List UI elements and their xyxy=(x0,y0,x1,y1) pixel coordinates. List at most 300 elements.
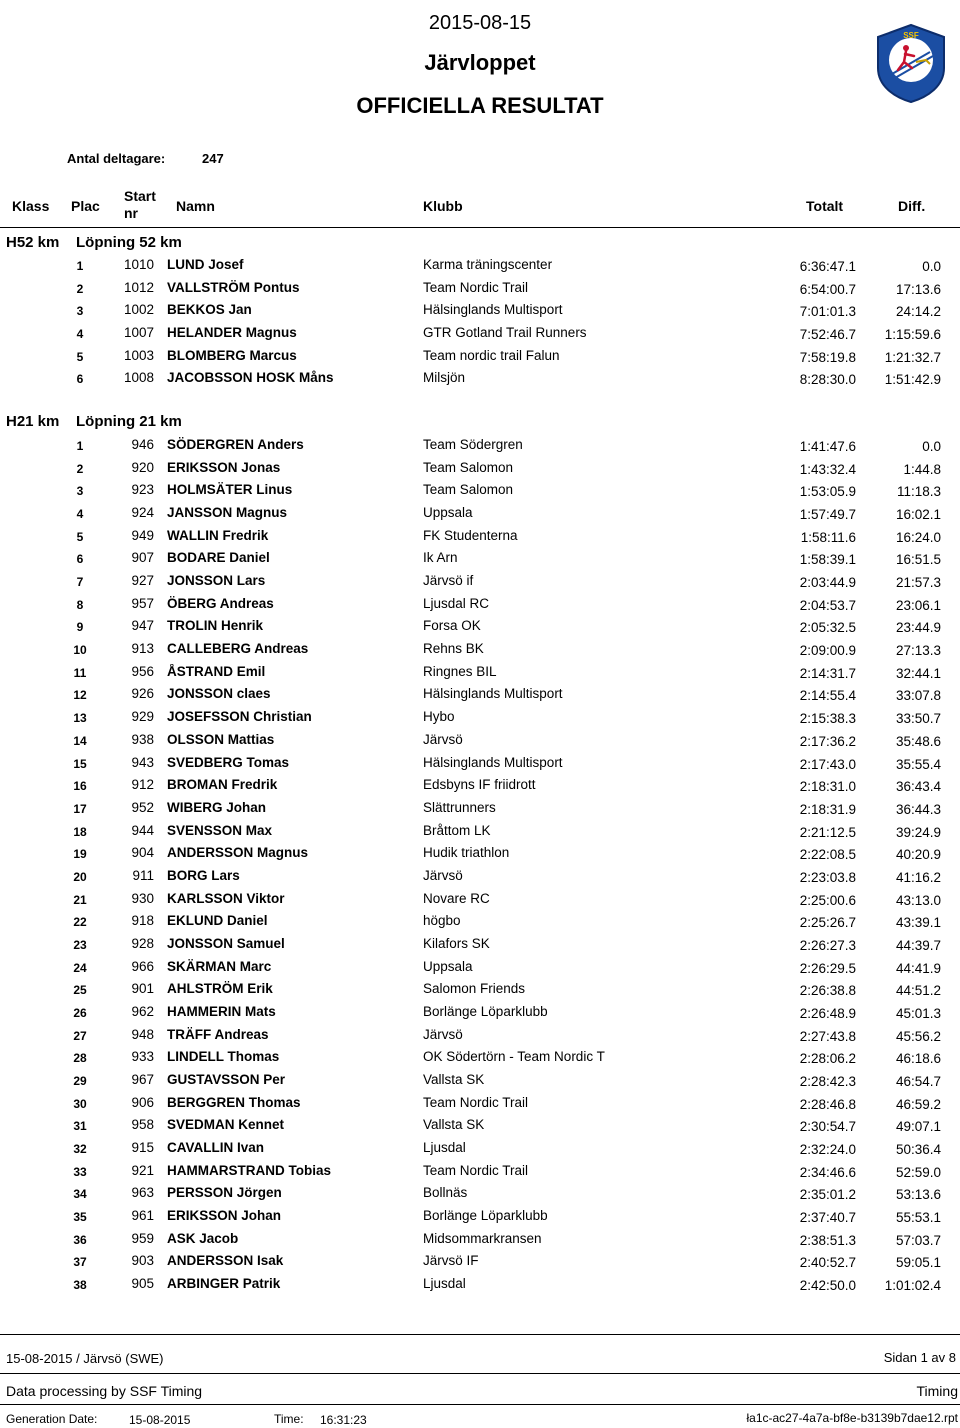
result-row xyxy=(0,280,960,302)
total-time-cell: 2:04:53.7 xyxy=(799,597,856,613)
club-cell: Team Södergren xyxy=(423,437,523,452)
participant-count-value: 247 xyxy=(202,151,224,166)
place-cell: 33 xyxy=(73,1164,87,1179)
generation-date-value: 15-08-2015 xyxy=(129,1413,191,1427)
place-cell: 26 xyxy=(73,1006,87,1020)
result-row xyxy=(0,505,960,527)
place-cell: 23 xyxy=(73,937,87,952)
athlete-name-cell: ERIKSSON Jonas xyxy=(167,459,281,475)
place-cell: 8 xyxy=(76,597,84,612)
athlete-name-cell: LUND Josef xyxy=(167,257,244,272)
place-cell: 20 xyxy=(73,869,87,884)
club-cell: Hälsinglands Multisport xyxy=(423,302,563,318)
club-cell: Järvsö xyxy=(423,867,463,883)
club-cell: Hybo xyxy=(423,709,455,725)
place-cell: 30 xyxy=(73,1096,87,1111)
result-row xyxy=(0,1208,960,1230)
time-label: Time: xyxy=(274,1412,304,1426)
time-diff-cell: 35:55.4 xyxy=(895,756,941,772)
place-cell: 19 xyxy=(73,847,87,862)
time-diff-cell: 57:03.7 xyxy=(895,1232,941,1248)
athlete-name-cell: AHLSTRÖM Erik xyxy=(167,981,273,997)
club-cell: Järvsö if xyxy=(423,573,474,589)
total-time-cell: 2:14:55.4 xyxy=(799,688,856,704)
time-diff-cell: 40:20.9 xyxy=(895,847,941,863)
athlete-name-cell: BODARE Daniel xyxy=(167,550,270,566)
time-diff-cell: 45:56.2 xyxy=(895,1028,941,1044)
total-time-cell: 2:35:01.2 xyxy=(799,1187,856,1203)
start-number-cell: 963 xyxy=(131,1185,154,1201)
total-time-cell: 2:30:54.7 xyxy=(799,1119,856,1135)
athlete-name-cell: SVEDMAN Kennet xyxy=(167,1117,285,1133)
total-time-cell: 2:22:08.5 xyxy=(799,847,856,863)
total-time-cell: 1:53:05.9 xyxy=(799,484,856,500)
time-diff-cell: 27:13.3 xyxy=(895,643,941,659)
athlete-name-cell: JONSSON Samuel xyxy=(167,935,285,951)
time-diff-cell: 16:24.0 xyxy=(895,529,941,545)
result-row xyxy=(0,641,960,663)
place-cell: 5 xyxy=(76,529,84,544)
total-time-cell: 2:17:36.2 xyxy=(799,733,856,749)
total-time-cell: 1:58:11.6 xyxy=(800,529,856,545)
athlete-name-cell: SÖDERGREN Anders xyxy=(167,437,304,452)
col-klass: Klass xyxy=(12,198,50,214)
club-cell: Karma träningscenter xyxy=(423,257,553,272)
club-cell: Ljusdal RC xyxy=(423,595,490,611)
participant-count xyxy=(67,151,224,166)
result-row xyxy=(0,325,960,347)
total-time-cell: 2:37:40.7 xyxy=(799,1210,856,1226)
result-row xyxy=(0,528,960,550)
footer-divider-mid xyxy=(0,1373,960,1374)
place-cell: 11 xyxy=(73,665,87,680)
start-number-cell: 913 xyxy=(131,641,154,657)
start-number-cell: 901 xyxy=(131,981,154,997)
result-row xyxy=(0,482,960,504)
place-cell: 4 xyxy=(76,507,84,522)
club-cell: Järvsö xyxy=(423,731,463,747)
total-time-cell: 1:41:47.6 xyxy=(799,439,856,454)
col-diff: Diff. xyxy=(898,198,926,214)
total-time-cell: 2:26:38.8 xyxy=(799,983,856,999)
participant-count-label: Antal deltagare: xyxy=(67,151,166,166)
time-diff-cell: 33:07.8 xyxy=(895,688,941,704)
athlete-name-cell: BROMAN Fredrik xyxy=(167,777,278,793)
report-subtitle: OFFICIELLA RESULTAT xyxy=(356,93,604,118)
club-cell: Vallsta SK xyxy=(423,1117,485,1133)
page-number: Sidan 1 av 8 xyxy=(883,1350,956,1365)
start-number-cell: 1007 xyxy=(123,325,154,341)
start-number-cell: 918 xyxy=(131,913,154,929)
club-cell: GTR Gotland Trail Runners xyxy=(423,325,587,341)
place-cell: 14 xyxy=(73,733,87,748)
place-cell: 24 xyxy=(73,960,87,975)
start-number-cell: 957 xyxy=(131,595,154,611)
total-time-cell: 2:40:52.7 xyxy=(799,1255,856,1271)
start-number-cell: 967 xyxy=(131,1072,154,1088)
club-cell: Team Nordic Trail xyxy=(423,1162,529,1178)
place-cell: 10 xyxy=(73,643,87,658)
total-time-cell: 6:54:00.7 xyxy=(799,281,856,297)
athlete-name-cell: JOSEFSSON Christian xyxy=(167,709,312,725)
time-diff-cell: 23:44.9 xyxy=(895,620,941,636)
club-cell: OK Södertörn - Team Nordic T xyxy=(423,1049,605,1065)
time-diff-cell: 33:50.7 xyxy=(895,711,941,727)
header-divider xyxy=(0,227,960,228)
total-time-cell: 2:26:27.3 xyxy=(799,937,856,953)
club-cell: Hälsinglands Multisport xyxy=(423,754,563,770)
start-number-cell: 907 xyxy=(131,550,154,566)
time-diff-cell: 17:13.6 xyxy=(895,281,941,297)
athlete-name-cell: ANDERSSON Isak xyxy=(167,1253,284,1269)
total-time-cell: 2:26:48.9 xyxy=(799,1006,856,1021)
place-cell: 25 xyxy=(73,983,87,998)
result-row xyxy=(0,1027,960,1049)
athlete-name-cell: ARBINGER Patrik xyxy=(167,1276,281,1292)
section-title: Löpning 21 km xyxy=(76,413,182,430)
place-cell: 3 xyxy=(76,304,84,319)
result-row xyxy=(0,664,960,686)
athlete-name-cell: OLSSON Mattias xyxy=(167,731,275,747)
club-cell: FK Studenterna xyxy=(423,527,518,543)
time-diff-cell: 36:44.3 xyxy=(895,801,941,817)
total-time-cell: 6:36:47.1 xyxy=(799,259,856,274)
athlete-name-cell: TRÄFF Andreas xyxy=(167,1026,269,1042)
start-number-cell: 946 xyxy=(131,437,154,452)
time-diff-cell: 44:41.9 xyxy=(895,960,941,976)
place-cell: 35 xyxy=(73,1210,87,1225)
place-cell: 1 xyxy=(76,439,84,453)
total-time-cell: 2:42:50.0 xyxy=(799,1278,856,1294)
total-time-cell: 2:09:00.9 xyxy=(799,643,856,659)
svg-text:SSF: SSF xyxy=(903,31,919,40)
athlete-name-cell: HAMMARSTRAND Tobias xyxy=(167,1162,331,1178)
place-cell: 22 xyxy=(73,915,87,930)
time-diff-cell: 1:01:02.4 xyxy=(884,1278,941,1294)
time-diff-cell: 45:01.3 xyxy=(895,1006,941,1021)
place-cell: 4 xyxy=(76,327,84,342)
start-number-cell: 903 xyxy=(131,1253,154,1269)
total-time-cell: 2:34:46.6 xyxy=(799,1164,856,1180)
col-klubb: Klubb xyxy=(423,198,463,214)
total-time-cell: 2:05:32.5 xyxy=(799,620,856,636)
start-number-cell: 933 xyxy=(131,1049,154,1065)
athlete-name-cell: ERIKSSON Johan xyxy=(167,1208,282,1224)
place-cell: 13 xyxy=(73,711,87,726)
result-row xyxy=(0,1095,960,1117)
club-cell: Borlänge Löparklubb xyxy=(423,1004,548,1019)
club-cell: Team Salomon xyxy=(423,459,514,475)
time-diff-cell: 44:39.7 xyxy=(895,937,941,953)
time-diff-cell: 46:54.7 xyxy=(895,1074,941,1090)
athlete-name-cell: TROLIN Henrik xyxy=(167,618,264,634)
start-number-cell: 948 xyxy=(131,1026,154,1042)
result-row xyxy=(0,302,960,324)
place-cell: 21 xyxy=(73,892,87,907)
place-cell: 9 xyxy=(76,620,84,635)
club-cell: Salomon Friends xyxy=(423,981,526,997)
time-diff-cell: 23:06.1 xyxy=(895,597,941,613)
total-time-cell: 2:26:29.5 xyxy=(799,960,856,976)
athlete-name-cell: JACOBSSON HOSK Måns xyxy=(167,370,334,386)
result-row xyxy=(0,1185,960,1207)
athlete-name-cell: CALLEBERG Andreas xyxy=(167,641,309,657)
start-number-cell: 927 xyxy=(131,573,154,589)
place-cell: 31 xyxy=(73,1119,87,1134)
result-row xyxy=(0,755,960,777)
total-time-cell: 7:01:01.3 xyxy=(799,304,856,320)
start-number-cell: 952 xyxy=(131,799,154,815)
time-diff-cell: 1:44.8 xyxy=(903,461,941,477)
result-row xyxy=(0,1253,960,1275)
result-row xyxy=(0,777,960,799)
start-number-cell: 943 xyxy=(131,754,154,770)
result-row xyxy=(0,936,960,958)
result-row xyxy=(0,1140,960,1162)
athlete-name-cell: KARLSSON Viktor xyxy=(167,890,285,906)
event-date: 2015-08-15 xyxy=(428,12,532,34)
time-diff-cell: 1:51:42.9 xyxy=(884,372,941,388)
club-cell: Team Salomon xyxy=(423,482,514,498)
athlete-name-cell: PERSSON Jörgen xyxy=(167,1185,282,1201)
total-time-cell: 2:28:42.3 xyxy=(799,1074,856,1090)
place-cell: 1 xyxy=(76,259,84,273)
result-row xyxy=(0,257,960,279)
athlete-name-cell: VALLSTRÖM Pontus xyxy=(167,279,300,295)
time-diff-cell: 16:51.5 xyxy=(895,552,941,568)
start-number-cell: 1008 xyxy=(123,370,154,386)
start-number-cell: 956 xyxy=(131,663,154,679)
total-time-cell: 1:57:49.7 xyxy=(799,507,856,523)
place-cell: 34 xyxy=(73,1187,87,1202)
total-time-cell: 1:58:39.1 xyxy=(799,552,856,568)
place-cell: 2 xyxy=(76,281,84,296)
result-row xyxy=(0,1163,960,1185)
total-time-cell: 7:52:46.7 xyxy=(799,327,856,343)
total-time-cell: 2:15:38.3 xyxy=(799,711,856,727)
club-cell: Ik Arn xyxy=(423,550,458,566)
time-diff-cell: 0.0 xyxy=(922,259,941,274)
total-time-cell: 2:03:44.9 xyxy=(799,575,856,591)
col-totalt: Totalt xyxy=(806,198,844,214)
place-cell: 12 xyxy=(73,688,87,703)
start-number-cell: 928 xyxy=(131,935,154,951)
generation-date-label: Generation Date: xyxy=(6,1412,98,1426)
place-cell: 36 xyxy=(73,1232,87,1247)
result-row xyxy=(0,823,960,845)
place-cell: 38 xyxy=(73,1278,87,1293)
time-value: 16:31:23 xyxy=(320,1413,367,1427)
time-diff-cell: 11:18.3 xyxy=(896,484,941,500)
athlete-name-cell: BLOMBERG Marcus xyxy=(167,347,297,363)
start-number-cell: 958 xyxy=(131,1117,154,1133)
time-diff-cell: 49:07.1 xyxy=(895,1119,941,1135)
result-row xyxy=(0,437,960,459)
club-cell: Ljusdal xyxy=(423,1276,466,1292)
start-number-cell: 920 xyxy=(131,459,154,475)
footer-divider-top xyxy=(0,1334,960,1335)
time-diff-cell: 36:43.4 xyxy=(895,779,941,795)
time-diff-cell: 46:18.6 xyxy=(895,1051,941,1067)
time-diff-cell: 52:59.0 xyxy=(895,1164,941,1180)
ssf-logo-icon xyxy=(870,22,952,104)
result-row xyxy=(0,618,960,640)
athlete-name-cell: GUSTAVSSON Per xyxy=(167,1072,286,1088)
time-diff-cell: 44:51.2 xyxy=(895,983,941,999)
total-time-cell: 2:14:31.7 xyxy=(799,665,856,681)
report-file-name: ła1c-ac27-4a7a-bf8e-b3139b7dae12.rpt xyxy=(746,1411,958,1425)
start-number-cell: 921 xyxy=(131,1162,154,1178)
result-row xyxy=(0,1276,960,1298)
place-cell: 3 xyxy=(76,484,84,499)
athlete-name-cell: WALLIN Fredrik xyxy=(167,527,269,543)
time-diff-cell: 1:21:32.7 xyxy=(884,349,941,365)
athlete-name-cell: ANDERSSON Magnus xyxy=(167,845,309,861)
col-plac: Plac xyxy=(71,198,100,214)
result-row xyxy=(0,596,960,618)
athlete-name-cell: ÅSTRAND Emil xyxy=(167,663,266,679)
start-number-cell: 961 xyxy=(131,1208,154,1224)
athlete-name-cell: JANSSON Magnus xyxy=(167,505,288,521)
athlete-name-cell: JONSSON claes xyxy=(167,686,271,702)
result-row xyxy=(0,1049,960,1071)
time-diff-cell: 32:44.1 xyxy=(895,665,941,681)
athlete-name-cell: HOLMSÄTER Linus xyxy=(167,482,293,498)
athlete-name-cell: BORG Lars xyxy=(167,867,240,883)
total-time-cell: 2:28:06.2 xyxy=(799,1051,856,1067)
place-cell: 28 xyxy=(73,1051,87,1066)
club-cell: Novare RC xyxy=(423,890,490,906)
place-cell: 6 xyxy=(76,552,84,567)
start-number-cell: 915 xyxy=(131,1140,154,1156)
total-time-cell: 2:27:43.8 xyxy=(799,1028,856,1044)
time-diff-cell: 1:15:59.6 xyxy=(884,327,941,343)
footer-event-line: 15-08-2015 / Järvsö (SWE) xyxy=(6,1351,164,1366)
result-row xyxy=(0,1231,960,1253)
col-namn: Namn xyxy=(176,198,215,214)
athlete-name-cell: EKLUND Daniel xyxy=(167,913,268,929)
club-cell: Ljusdal xyxy=(423,1140,466,1156)
athlete-name-cell: SVEDBERG Tomas xyxy=(167,754,290,770)
place-cell: 7 xyxy=(76,575,84,590)
time-diff-cell: 55:53.1 xyxy=(895,1210,941,1226)
time-diff-cell: 53:13.6 xyxy=(895,1187,941,1203)
result-row xyxy=(0,891,960,913)
club-cell: Bråttom LK xyxy=(423,822,491,838)
col-start xyxy=(124,188,156,222)
place-cell: 5 xyxy=(76,349,84,364)
athlete-name-cell: WIBERG Johan xyxy=(167,799,267,815)
start-number-cell: 906 xyxy=(131,1094,154,1110)
athlete-name-cell: JONSSON Lars xyxy=(167,573,266,589)
result-row xyxy=(0,709,960,731)
total-time-cell: 2:28:46.8 xyxy=(799,1096,856,1112)
start-number-cell: 924 xyxy=(131,505,154,521)
time-diff-cell: 24:14.2 xyxy=(895,304,941,320)
timing-label: Timing xyxy=(916,1383,958,1399)
athlete-name-cell: SVENSSON Max xyxy=(167,822,273,838)
time-diff-cell: 43:39.1 xyxy=(895,915,941,931)
result-row xyxy=(0,348,960,370)
club-cell: Hälsinglands Multisport xyxy=(423,686,563,702)
club-cell: Edsbyns IF friidrott xyxy=(423,777,536,793)
result-row xyxy=(0,868,960,890)
time-diff-cell: 43:13.0 xyxy=(895,892,941,908)
start-number-cell: 947 xyxy=(131,618,154,634)
total-time-cell: 2:25:26.7 xyxy=(799,915,856,931)
place-cell: 29 xyxy=(73,1074,87,1089)
result-row xyxy=(0,1072,960,1094)
club-cell: Rehns BK xyxy=(423,641,484,657)
start-number-cell: 905 xyxy=(131,1276,154,1292)
total-time-cell: 8:28:30.0 xyxy=(799,372,856,388)
time-diff-cell: 39:24.9 xyxy=(895,824,941,840)
athlete-name-cell: SKÄRMAN Marc xyxy=(167,958,272,974)
place-cell: 6 xyxy=(76,372,84,387)
section-title: Löpning 52 km xyxy=(76,234,182,251)
club-cell: Kilafors SK xyxy=(423,935,490,951)
total-time-cell: 2:32:24.0 xyxy=(799,1142,856,1158)
start-number-cell: 938 xyxy=(131,731,154,747)
athlete-name-cell: LINDELL Thomas xyxy=(167,1049,280,1065)
section-class: H21 km xyxy=(6,413,60,430)
athlete-name-cell: ASK Jacob xyxy=(167,1230,239,1246)
time-diff-cell: 50:36.4 xyxy=(895,1142,941,1158)
result-row xyxy=(0,1117,960,1139)
start-number-cell: 966 xyxy=(131,958,154,974)
start-number-cell: 904 xyxy=(131,845,154,861)
result-row xyxy=(0,573,960,595)
section-class: H52 km xyxy=(6,234,60,251)
start-number-cell: 923 xyxy=(131,482,154,498)
club-cell: Hudik triathlon xyxy=(423,845,510,861)
result-row xyxy=(0,370,960,392)
time-diff-cell: 46:59.2 xyxy=(895,1096,941,1112)
club-cell: Slättrunners xyxy=(423,799,496,815)
club-cell: Milsjön xyxy=(423,370,466,386)
time-diff-cell: 59:05.1 xyxy=(895,1255,941,1271)
result-row xyxy=(0,913,960,935)
result-row xyxy=(0,550,960,572)
club-cell: högbo xyxy=(423,913,461,929)
club-cell: Midsommarkransen xyxy=(423,1230,542,1246)
start-number-cell: 949 xyxy=(131,527,154,543)
result-row xyxy=(0,1004,960,1026)
time-diff-cell: 35:48.6 xyxy=(895,733,941,749)
athlete-name-cell: HAMMERIN Mats xyxy=(167,1004,276,1019)
time-diff-cell: 21:57.3 xyxy=(895,575,941,591)
total-time-cell: 2:18:31.0 xyxy=(799,779,856,795)
total-time-cell: 2:18:31.9 xyxy=(799,801,856,817)
result-row xyxy=(0,959,960,981)
data-processing-label: Data processing by SSF Timing xyxy=(6,1383,203,1399)
result-row xyxy=(0,845,960,867)
start-number-cell: 962 xyxy=(131,1004,154,1019)
event-title: Järvloppet xyxy=(424,50,536,75)
start-number-cell: 926 xyxy=(131,686,154,702)
total-time-cell: 7:58:19.8 xyxy=(799,349,856,365)
start-number-cell: 944 xyxy=(131,822,154,838)
time-diff-cell: 0.0 xyxy=(922,439,941,454)
place-cell: 37 xyxy=(73,1255,87,1270)
place-cell: 17 xyxy=(73,801,87,816)
club-cell: Järvsö xyxy=(423,1026,463,1042)
total-time-cell: 2:21:12.5 xyxy=(799,824,856,840)
club-cell: Team Nordic Trail xyxy=(423,279,529,295)
total-time-cell: 2:23:03.8 xyxy=(799,869,856,885)
time-diff-cell: 16:02.1 xyxy=(895,507,941,523)
club-cell: Team Nordic Trail xyxy=(423,1094,529,1110)
